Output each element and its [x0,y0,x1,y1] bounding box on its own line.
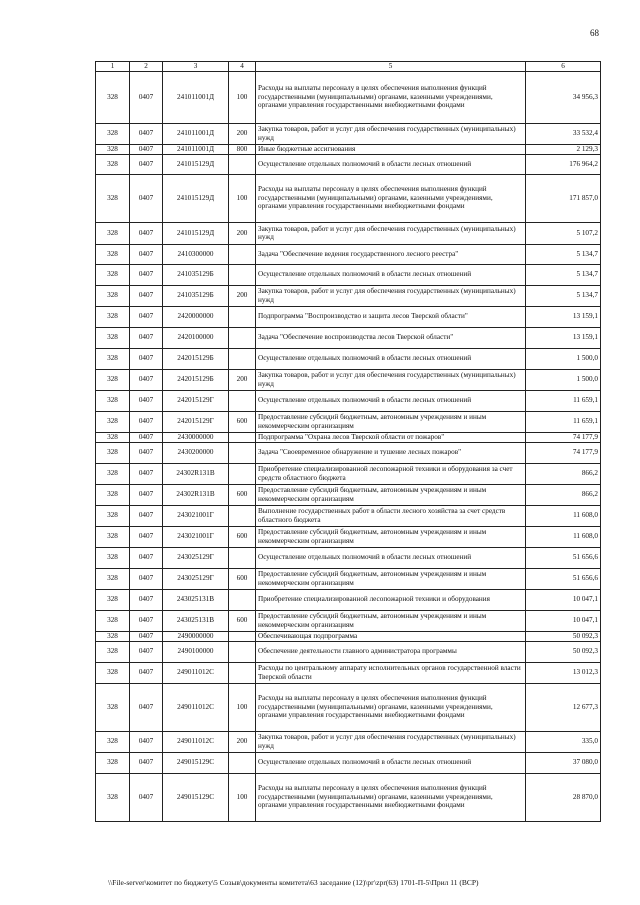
cell-section-code: 0407 [130,285,163,306]
cell-description: Осуществление отдельных полномочий в области лесных отношений [256,752,526,773]
cell-target-article: 243021001Г [163,526,229,547]
cell-amount: 37 080,0 [526,752,601,773]
cell-expense-type: 600 [229,484,256,505]
cell-amount: 74 177,9 [526,442,601,463]
table-row [96,154,601,174]
table-row [96,264,601,285]
cell-expense-type [229,505,256,526]
cell-description: Расходы по центральному аппарату исполнительных органов государственной власти Тверской области [256,662,526,683]
cell-expense-type: 800 [229,144,256,154]
cell-amount: 5 107,2 [526,222,601,244]
cell-ministry-code: 328 [96,505,130,526]
cell-description: Закупка товаров, работ и услуг для обеспечения государственных (муниципальных) нужд [256,222,526,244]
table-row [96,547,601,568]
cell-description: Подпрограмма "Воспроизводство и защита лесов Тверской области" [256,306,526,327]
table-row [96,505,601,526]
cell-section-code: 0407 [130,71,163,123]
column-header: 4 [229,62,256,72]
cell-target-article: 241015129Д [163,154,229,174]
cell-target-article: 243025131В [163,589,229,610]
table-row [96,463,601,484]
cell-amount: 11 659,1 [526,411,601,432]
cell-amount: 1 500,0 [526,369,601,390]
cell-description: Предоставление субсидий бюджетным, автономным учреждениям и иным некоммерческим организациям [256,526,526,547]
cell-expense-type [229,752,256,773]
cell-description: Предоставление субсидий бюджетным, автономным учреждениям и иным некоммерческим организациям [256,411,526,432]
cell-section-code: 0407 [130,568,163,589]
cell-ministry-code: 328 [96,432,130,442]
cell-ministry-code: 328 [96,285,130,306]
cell-ministry-code: 328 [96,641,130,662]
table-row [96,222,601,244]
cell-amount: 13 012,3 [526,662,601,683]
cell-section-code: 0407 [130,773,163,821]
cell-description: Расходы на выплаты персоналу в целях обеспечения выполнения функций государственными (муниципальными) органами, казенными учреждениями, органами управления государственными внебюджетными фондами [256,773,526,821]
cell-target-article: 249015129С [163,773,229,821]
cell-description: Обеспечивающая подпрограмма [256,631,526,641]
cell-section-code: 0407 [130,547,163,568]
cell-description: Задача "Своевременное обнаружение и тушение лесных пожаров" [256,442,526,463]
cell-expense-type [229,348,256,369]
cell-expense-type [229,589,256,610]
table-row [96,752,601,773]
cell-section-code: 0407 [130,683,163,731]
cell-expense-type [229,244,256,264]
table-row [96,369,601,390]
cell-target-article: 2430000000 [163,432,229,442]
cell-description: Выполнение государственных работ в области лесного хозяйства за счет средств областного бюджета [256,505,526,526]
cell-ministry-code: 328 [96,547,130,568]
cell-target-article: 242015129Б [163,369,229,390]
cell-description: Расходы на выплаты персоналу в целях обеспечения выполнения функций государственными (муниципальными) органами, казенными учреждениями, органами управления государственными внебюджетными фондами [256,71,526,123]
page-number: 68 [590,28,599,38]
table-body [96,71,601,821]
cell-expense-type: 200 [229,731,256,752]
cell-expense-type: 100 [229,174,256,222]
table-row [96,610,601,631]
cell-description: Подпрограмма "Охрана лесов Тверской области от пожаров" [256,432,526,442]
cell-section-code: 0407 [130,610,163,631]
cell-target-article: 249011012С [163,731,229,752]
cell-target-article: 24302R131В [163,484,229,505]
cell-expense-type: 200 [229,123,256,144]
column-header: 6 [526,62,601,72]
cell-description: Предоставление субсидий бюджетным, автономным учреждениям и иным некоммерческим организациям [256,568,526,589]
cell-ministry-code: 328 [96,463,130,484]
cell-section-code: 0407 [130,463,163,484]
column-header: 3 [163,62,229,72]
cell-ministry-code: 328 [96,526,130,547]
cell-target-article: 24302R131В [163,463,229,484]
cell-target-article: 2490100000 [163,641,229,662]
cell-expense-type: 200 [229,285,256,306]
cell-section-code: 0407 [130,348,163,369]
table-row [96,327,601,348]
cell-ministry-code: 328 [96,390,130,411]
cell-description: Предоставление субсидий бюджетным, автономным учреждениям и иным некоммерческим организациям [256,484,526,505]
cell-section-code: 0407 [130,631,163,641]
table-row [96,348,601,369]
cell-amount: 866,2 [526,484,601,505]
cell-amount: 50 092,3 [526,641,601,662]
cell-section-code: 0407 [130,484,163,505]
cell-expense-type [229,154,256,174]
table-header-row [96,62,601,72]
cell-amount: 50 092,3 [526,631,601,641]
table-row [96,411,601,432]
cell-ministry-code: 328 [96,568,130,589]
cell-target-article: 249011012С [163,662,229,683]
cell-section-code: 0407 [130,222,163,244]
cell-description: Закупка товаров, работ и услуг для обеспечения государственных (муниципальных) нужд [256,369,526,390]
cell-target-article: 241011001Д [163,144,229,154]
cell-expense-type: 600 [229,411,256,432]
column-header: 1 [96,62,130,72]
cell-expense-type [229,442,256,463]
cell-section-code: 0407 [130,369,163,390]
cell-ministry-code: 328 [96,631,130,641]
cell-description: Закупка товаров, работ и услуг для обеспечения государственных (муниципальных) нужд [256,731,526,752]
table-row [96,442,601,463]
cell-description: Расходы на выплаты персоналу в целях обеспечения выполнения функций государственными (муниципальными) органами, казенными учреждениями, органами управления государственными внебюджетными фондами [256,683,526,731]
cell-amount: 11 608,0 [526,526,601,547]
cell-expense-type [229,641,256,662]
cell-section-code: 0407 [130,123,163,144]
cell-target-article: 2410300000 [163,244,229,264]
cell-amount: 176 964,2 [526,154,601,174]
cell-target-article: 242015129Б [163,348,229,369]
table-row [96,390,601,411]
cell-ministry-code: 328 [96,589,130,610]
cell-amount: 2 129,3 [526,144,601,154]
cell-ministry-code: 328 [96,752,130,773]
cell-amount: 1 500,0 [526,348,601,369]
table-row [96,568,601,589]
cell-description: Осуществление отдельных полномочий в области лесных отношений [256,547,526,568]
table-row [96,631,601,641]
cell-section-code: 0407 [130,264,163,285]
cell-target-article: 243025129Г [163,547,229,568]
cell-expense-type: 600 [229,526,256,547]
cell-target-article: 2420000000 [163,306,229,327]
cell-amount: 34 956,3 [526,71,601,123]
cell-target-article: 243025129Г [163,568,229,589]
cell-target-article: 241035129Б [163,285,229,306]
cell-description: Приобретение специализированной лесопожарной техники и оборудования за счет средств областного бюджета [256,463,526,484]
cell-amount: 171 857,0 [526,174,601,222]
cell-target-article: 2420100000 [163,327,229,348]
cell-ministry-code: 328 [96,484,130,505]
cell-amount: 5 134,7 [526,285,601,306]
cell-ministry-code: 328 [96,773,130,821]
cell-amount: 13 159,1 [526,327,601,348]
cell-section-code: 0407 [130,432,163,442]
cell-amount: 10 047,1 [526,610,601,631]
cell-ministry-code: 328 [96,662,130,683]
cell-amount: 11 608,0 [526,505,601,526]
cell-description: Приобретение специализированной лесопожарной техники и оборудования [256,589,526,610]
table-row [96,432,601,442]
cell-ministry-code: 328 [96,123,130,144]
cell-expense-type [229,547,256,568]
cell-ministry-code: 328 [96,610,130,631]
cell-description: Задача "Обеспечение ведения государственного лесного реестра" [256,244,526,264]
cell-section-code: 0407 [130,174,163,222]
cell-section-code: 0407 [130,662,163,683]
cell-description: Иные бюджетные ассигнования [256,144,526,154]
table-row [96,526,601,547]
cell-target-article: 241015129Д [163,174,229,222]
cell-amount: 51 656,6 [526,547,601,568]
cell-expense-type: 600 [229,568,256,589]
cell-ministry-code: 328 [96,327,130,348]
cell-expense-type: 100 [229,773,256,821]
cell-expense-type [229,306,256,327]
table-row [96,773,601,821]
cell-expense-type [229,264,256,285]
table-row [96,123,601,144]
cell-ministry-code: 328 [96,348,130,369]
table-row [96,244,601,264]
cell-section-code: 0407 [130,752,163,773]
table-row [96,306,601,327]
cell-amount: 51 656,6 [526,568,601,589]
cell-description: Осуществление отдельных полномочий в области лесных отношений [256,154,526,174]
cell-target-article: 242015129Г [163,411,229,432]
cell-section-code: 0407 [130,505,163,526]
cell-section-code: 0407 [130,390,163,411]
cell-target-article: 243025131В [163,610,229,631]
file-path-footer: \\File-server\комитет по бюджету\5 Созыв\документы комитета\63 заседание (12)\рг\zpr(63) 1701-П-5\Прил 11 (ВСР) [108,878,479,887]
cell-section-code: 0407 [130,144,163,154]
cell-expense-type: 100 [229,71,256,123]
cell-expense-type: 200 [229,369,256,390]
cell-expense-type: 600 [229,610,256,631]
cell-target-article: 241035129Б [163,264,229,285]
cell-section-code: 0407 [130,731,163,752]
cell-amount: 335,0 [526,731,601,752]
cell-description: Осуществление отдельных полномочий в области лесных отношений [256,348,526,369]
cell-expense-type [229,463,256,484]
cell-section-code: 0407 [130,589,163,610]
cell-target-article: 2430200000 [163,442,229,463]
cell-ministry-code: 328 [96,144,130,154]
cell-section-code: 0407 [130,244,163,264]
cell-description: Расходы на выплаты персоналу в целях обеспечения выполнения функций государственными (муниципальными) органами, казенными учреждениями, органами управления государственными внебюджетными фондами [256,174,526,222]
cell-target-article: 249011012С [163,683,229,731]
cell-section-code: 0407 [130,306,163,327]
cell-expense-type: 100 [229,683,256,731]
cell-description: Закупка товаров, работ и услуг для обеспечения государственных (муниципальных) нужд [256,285,526,306]
cell-description: Предоставление субсидий бюджетным, автономным учреждениям и иным некоммерческим организациям [256,610,526,631]
cell-ministry-code: 328 [96,731,130,752]
cell-ministry-code: 328 [96,244,130,264]
cell-ministry-code: 328 [96,71,130,123]
cell-target-article: 2490000000 [163,631,229,641]
cell-ministry-code: 328 [96,154,130,174]
cell-description: Задача "Обеспечение воспроизводства лесов Тверской области" [256,327,526,348]
cell-target-article: 241011001Д [163,71,229,123]
table-row [96,589,601,610]
cell-ministry-code: 328 [96,174,130,222]
table-row [96,731,601,752]
cell-section-code: 0407 [130,411,163,432]
cell-target-article: 242015129Г [163,390,229,411]
column-header: 5 [256,62,526,72]
table-row [96,662,601,683]
cell-section-code: 0407 [130,327,163,348]
budget-table [95,61,601,822]
cell-expense-type [229,662,256,683]
cell-description: Осуществление отдельных полномочий в области лесных отношений [256,264,526,285]
cell-amount: 10 047,1 [526,589,601,610]
cell-expense-type [229,631,256,641]
cell-amount: 5 134,7 [526,264,601,285]
cell-target-article: 249015129С [163,752,229,773]
cell-section-code: 0407 [130,154,163,174]
table-row [96,683,601,731]
cell-ministry-code: 328 [96,442,130,463]
cell-expense-type [229,390,256,411]
cell-target-article: 243021001Г [163,505,229,526]
cell-ministry-code: 328 [96,264,130,285]
cell-expense-type [229,327,256,348]
cell-section-code: 0407 [130,641,163,662]
cell-ministry-code: 328 [96,306,130,327]
cell-expense-type [229,432,256,442]
table-row [96,484,601,505]
column-header: 2 [130,62,163,72]
cell-ministry-code: 328 [96,222,130,244]
cell-description: Закупка товаров, работ и услуг для обеспечения государственных (муниципальных) нужд [256,123,526,144]
table-row [96,71,601,123]
cell-description: Обеспечение деятельности главного администратора программы [256,641,526,662]
table-row [96,174,601,222]
cell-target-article: 241015129Д [163,222,229,244]
cell-amount: 74 177,9 [526,432,601,442]
cell-section-code: 0407 [130,526,163,547]
cell-amount: 33 532,4 [526,123,601,144]
cell-amount: 866,2 [526,463,601,484]
cell-section-code: 0407 [130,442,163,463]
cell-target-article: 241011001Д [163,123,229,144]
cell-ministry-code: 328 [96,683,130,731]
cell-expense-type: 200 [229,222,256,244]
cell-amount: 13 159,1 [526,306,601,327]
cell-amount: 11 659,1 [526,390,601,411]
cell-amount: 12 677,3 [526,683,601,731]
cell-amount: 5 134,7 [526,244,601,264]
table-row [96,144,601,154]
table-row [96,285,601,306]
cell-description: Осуществление отдельных полномочий в области лесных отношений [256,390,526,411]
cell-ministry-code: 328 [96,369,130,390]
cell-amount: 28 870,0 [526,773,601,821]
cell-ministry-code: 328 [96,411,130,432]
table-row [96,641,601,662]
